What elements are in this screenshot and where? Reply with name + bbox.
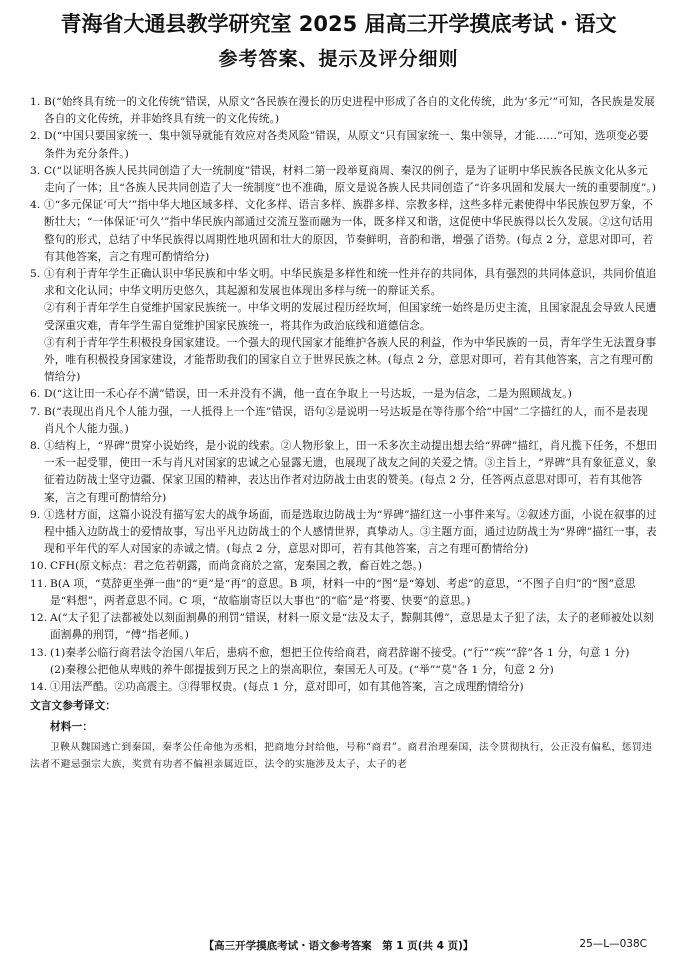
answer-item [30,645,658,679]
footer-page-info: 【高三开学摸底考试・语文参考答案 第 1 页(共 4 页)】 [203,940,474,952]
answer-text: (1)秦孝公临行商君法令治国八年后，患病不愈，想把王位传给商君，商君辞谢不接受。(“行”“疾”“辞”各 1 分，句意 1 分) [50,646,630,659]
answer-item [30,679,658,696]
answer-text: ①有利于青年学生正确认识中华民族和中华文明。中华民族是多样性和统一性并存的共同体，具有强烈的共同体意识，共同价值追求和文化认同；中华文明历史悠久，其起源和发展也体现出多样与统一的辩证关系。 [44,268,657,298]
answer-text: (2)秦穆公把他从卑贱的养牛郎提拔到万民之上的崇高职位，秦国无人可及。(“举”“莫”各 1 分，句意 2 分) [50,663,554,676]
answer-number: 12. [30,612,48,625]
footer-doc-code: 25—L—038C [579,938,647,950]
answer-item [30,507,658,559]
answer-number: 6. [30,388,41,401]
answer-item [30,197,658,266]
answer-number: 4. [30,199,41,212]
answer-number: 14. [30,680,48,693]
answer-text: B(“始终具有统一的文化传统”错误，从原文“各民族在漫长的历史进程中形成了各自的文化传统，此为‘多元’”可知，各民族是发展各自的文化传统，并非始终具有统一的文化传统。) [44,96,655,126]
answer-text: C(“以证明各族人民共同创造了大一统制度”错误，材料二第一段举夏商周、秦汉的例子，是为了证明中华民族各民族文化从多元走向了一体；且“各族人民共同创造了大一统制度”也不准确，原文是说各族人民共同创造了“许多巩固和发展大一统的重要制度”。) [44,164,657,195]
answer-text: ②有利于青年学生自觉维护国家民族统一。中华文明的发展过程历经坎坷，但国家统一始终是历史主流，且国家混乱会导致人民遭受深重灾难，青年学生需自觉维护国家民族统一，将其作为政治底线和道德信念。 [44,302,657,332]
answer-text: D(“中国只要国家统一、集中领导就能有效应对各类风险”错误，从原文“只有国家统一、集中领导，才能……”可知，选项变必要条件为充分条件。) [44,130,649,160]
answer-number: 13. [30,646,48,659]
translation-text: 卫鞅从魏国逃亡到秦国，秦孝公任命他为丞相，把商地分封给他，号称“商君”。商君治理秦国，法令贯彻执行，公正没有偏私，惩罚违法者不避忌强宗大族，奖赏有功者不偏袒亲属近臣，法令的实施涉及太子，太子的老 [30,741,653,771]
answer-list [30,94,658,774]
answer-text: B(A 项，“莫辞更坐弹一曲”的“更”是“再”的意思。B 项，材料一中的“图”是“筹划、考虑”的意思，“不图子自归”的“图”意思是“料想”，两者意思不同。C 项，“故临崩寄臣以大事也”的“临”是“将要、快要”的意思。) [50,577,636,607]
answer-item [30,128,658,162]
answer-item [30,94,658,128]
answer-item [30,438,658,507]
answer-text: D(“这让田一禾心存不满”错误，田一禾并没有不满，他一直在争取上一号达坂，一是为信念，二是为照顾战友。) [44,388,572,401]
answer-number: 1. [30,96,41,108]
answer-text: ①选材方面，这篇小说没有描写宏大的战争场面，而是选取边防战士为“界碑”描红这一小事件来写。②叙述方面，小说在叙事的过程中插入边防战士的爱情故事，写出平凡边防战士的个人感情世界，真挚动人。③主题方面，通过边防战士为“界碑”描红一事，表现和平年代的军人对国家的赤诚之情。(每点 2 分，意思对即可，若有其他答案，言之有理可酌情给分) [44,508,657,556]
answer-item [30,404,658,438]
translation-heading: 文言文参考译文： [30,700,116,713]
answer-text: A(“太子犯了法都被处以刻面割鼻的刑罚”错误，材料一原文是“法及太子，黥劓其傅”，意思是太子犯了法，太子的老师被处以刻面割鼻的刑罚，“傅”指老师。) [50,612,654,642]
answer-item [30,576,658,610]
answer-number: 9. [30,508,41,521]
page-title: 青海省大通县教学研究室 2025 届高三开学摸底考试・语文 [60,12,617,36]
answer-number: 10. [30,560,48,573]
answer-number: 2. [30,130,41,143]
answer-text: ①用法严酷。②功高震主。③得罪权贵。(每点 1 分，意对即可，如有其他答案，言之成理酌情给分) [50,680,524,693]
answer-number: 11. [30,577,48,590]
answer-text: B(“表现出肖凡个人能力强，一人抵得上一个连”错误，语句②是说明一号达坂是在等待那个给“中国”二字描红的人，而不是表现肖凡个人能力强。) [44,405,648,435]
answer-item [30,558,658,575]
answer-item [30,266,658,386]
answer-item [30,610,658,644]
answer-item [30,163,658,197]
answer-text: ①结构上，“界碑”贯穿小说始终，是小说的线索。②人物形象上，田一禾多次主动提出想去给“界碑”描红，肖凡揽下任务，不想田一禾一起受罪，使田一禾与肖凡对国家的忠诚之心显露无遗，也展现了战友之间的关爱之情。③主旨上，“界碑”具有象征意义，象征着边防战士坚守边疆、保家卫国的精神，表达出作者对边防战士由衷的赞美。(每点 2 分，任答两点意思对即可，若有其他答案，言之有理可酌情给分) [44,440,658,504]
answer-number: 7. [30,405,41,418]
page-subtitle: 参考答案、提示及评分细则 [218,48,459,70]
answer-text: ③有利于青年学生积极投身国家建设。一个强大的现代国家才能维护各族人民的利益，作为中华民族的一员，青年学生无法置身事外，唯有积极投身国家建设，才能帮助我们的国家自立于世界民族之林。(每点 2 分，意思对即可，若有其他答案，言之有理可酌情给分) [44,336,657,384]
answer-number: 8. [30,440,41,453]
answer-text: CFH(原文标点：君之危若朝露，而尚贪商於之富，宠秦国之教，畜百姓之怨。) [50,560,423,573]
answer-number: 5. [30,268,41,281]
page-footer [0,938,677,956]
answer-text: ①“多元保证‘可大’”指中华大地区域多样、文化多样、语言多样、族群多样、宗教多样，这些多样元素使得中华民族包罗万象，不断壮大；“一体保证‘可久’”指中华民族内部通过交流互鉴而融为一体，既多样又和谐，这促使中华民族得以长久发展。②这句话用整句的形式，总结了中华民族得以周期性地巩固和壮大的原因，节奏鲜明，音韵和谐，增强了语势。(每点 2 分，意思对即可，若有其他答案，言之有理可酌情给分) [44,199,654,263]
answer-number: 3. [30,164,41,177]
answer-item [30,386,658,403]
material-label: 材料一： [50,721,93,734]
